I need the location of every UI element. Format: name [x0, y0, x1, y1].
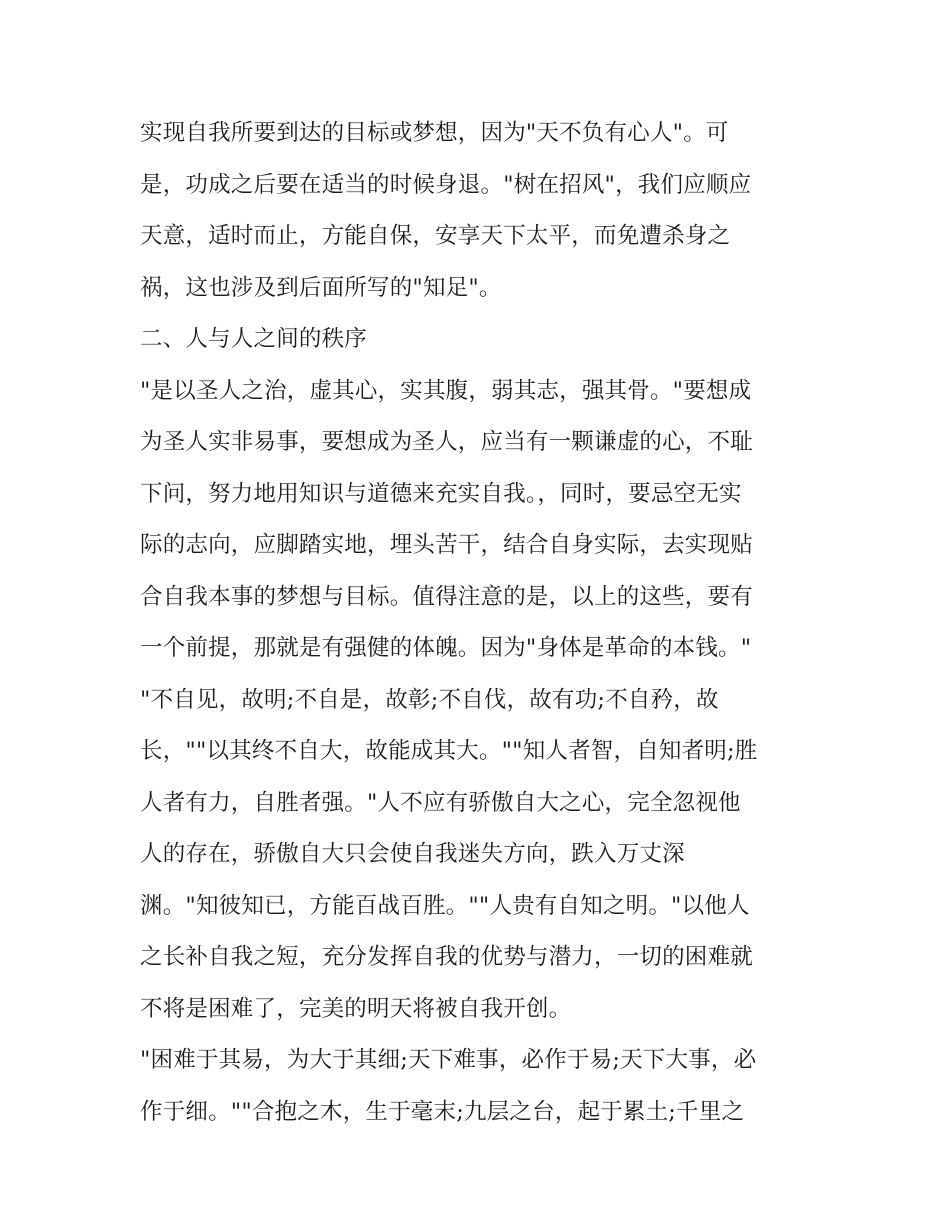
body-text	[140, 108, 830, 1138]
text-line: "是以圣人之治，虚其心，实其腹，弱其志，强其骨。"要想成	[140, 377, 752, 404]
text-line: 长，""以其终不自大，故能成其大。""知人者智，自知者明;胜	[140, 738, 758, 764]
text-line: 合自我本事的梦想与目标。值得注意的是，以上的这些，要有	[140, 583, 753, 610]
text-line: 人的存在，骄傲自大只会使自我迷失方向，跌入万丈深	[140, 841, 685, 867]
text-line: "困难于其易，为大于其细;天下难事，必作于易;天下大事，必	[140, 1047, 757, 1073]
text-line: 为圣人实非易事，要想成为圣人，应当有一颗谦虚的心，不耻	[140, 429, 753, 455]
text-line: 作于细。""合抱之木，生于毫末;九层之台，起于累土;千里之	[140, 1098, 745, 1125]
text-line: 不将是困难了，完美的明天将被自我开创。	[140, 995, 572, 1022]
text-line: 之长补自我之短，充分发挥自我的优势与潜力，一切的困难就	[140, 944, 753, 970]
text-line: 渊。"知彼知已，方能百战百胜。""人贵有自知之明。"以他人	[140, 892, 750, 919]
text-line: 人者有力，自胜者强。"人不应有骄傲自大之心，完全忽视他	[140, 789, 741, 816]
text-line: 实现自我所要到达的目标或梦想，因为"天不负有心人"。可	[140, 120, 729, 146]
text-line: 祸，这也涉及到后面所写的"知足"。	[140, 274, 502, 301]
text-line: 是，功成之后要在适当的时候身退。"树在招风"，我们应顺应	[140, 171, 752, 198]
text-line: 天意，适时而止，方能自保，安享天下太平，而免遭杀身之	[140, 223, 731, 249]
text-line: 下问，努力地用知识与道德来充实自我。，同时，要忌空无实	[140, 480, 742, 507]
section-heading: 二、人与人之间的秩序	[140, 326, 368, 352]
text-line: "不自见，故明;不自是，故彰;不自伐，故有功;不自矜，故	[140, 686, 719, 713]
text-line: 际的志向，应脚踏实地，埋头苦干，结合自身实际，去实现贴	[140, 532, 753, 558]
text-line: 一个前提，那就是有强健的体魄。因为"身体是革命的本钱。"	[140, 635, 752, 661]
